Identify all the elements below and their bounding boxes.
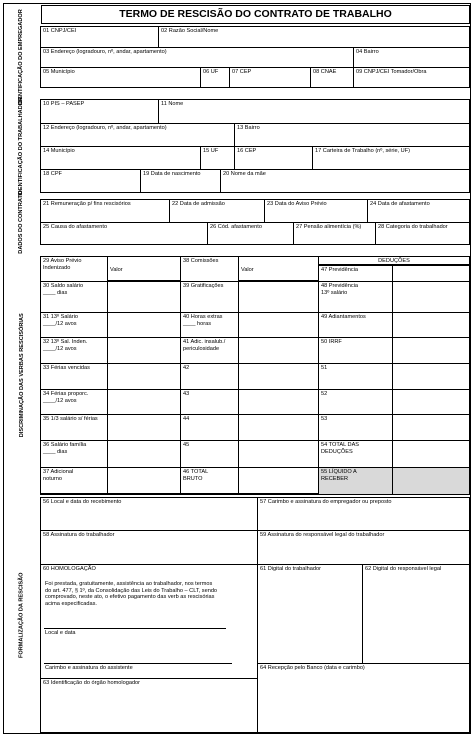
verba-label-col3-3: 50 IRRF [318, 337, 393, 364]
valor-label-2: Valor [238, 256, 319, 281]
field-63-orgao-homologador[interactable]: 63 Identificação do órgão homologador [40, 678, 258, 733]
field-10-pis[interactable]: 10 PIS – PASEP [40, 99, 159, 124]
verba-value-col1-1[interactable] [107, 281, 181, 313]
verba-label-col3-5: 52 [318, 389, 393, 415]
verba-value-col2-1[interactable] [238, 281, 319, 313]
field-23-data-aviso[interactable]: 23 Data do Aviso Prévio [264, 199, 368, 223]
verba-value-col3-3[interactable] [392, 337, 470, 364]
local-data-label: Local e data [45, 630, 76, 636]
verba-label-col2-0: 38 Comissões [180, 256, 239, 282]
verba-label-col1-4: 33 Férias vencidas [40, 363, 108, 390]
section-trabalhador-text: IDENTIFICAÇÃO DO TRABALHADOR [18, 96, 25, 196]
field-06-uf[interactable]: 06 UF [200, 67, 230, 88]
field-13-bairro[interactable]: 13 Bairro [234, 123, 470, 147]
verba-label-col2-2: 40 Horas extras ____ horas [180, 312, 239, 338]
deducoes-header: DEDUÇÕES [318, 256, 470, 265]
field-57-carimbo-empregador[interactable]: 57 Carimbo e assinatura do empregador ou preposto [257, 497, 470, 531]
field-26-cod-afastamento[interactable]: 26 Cód. afastamento [207, 222, 294, 245]
field-11-nome[interactable]: 11 Nome [158, 99, 470, 124]
section-label-trabalhador [4, 96, 39, 196]
valor-label-1: Valor [107, 256, 181, 281]
form-title: TERMO DE RESCISÃO DO CONTRATO DE TRABALHO [41, 5, 470, 24]
verba-value-col1-8[interactable] [107, 467, 181, 495]
field-24-data-afastamento[interactable]: 24 Data de afastamento [367, 199, 470, 223]
field-27-pensao[interactable]: 27 Pensão alimentícia (%) [293, 222, 376, 245]
verba-label-col3-6: 53 [318, 414, 393, 441]
homologacao-title: 60 HOMOLOGAÇÃO [43, 566, 96, 572]
field-04-bairro[interactable]: 04 Bairro [353, 47, 470, 68]
verba-label-col2-6: 44 [180, 414, 239, 441]
field-62-digital-responsavel[interactable]: 62 Digital do responsável legal [362, 564, 470, 664]
verba-value-col2-3[interactable] [238, 337, 319, 364]
field-15-uf[interactable]: 15 UF [200, 146, 235, 170]
field-12-endereco[interactable]: 12 Endereço (logradouro, nº, andar, apartamento) [40, 123, 235, 147]
verba-label-col2-8: 46 TOTAL BRUTO [180, 467, 239, 495]
verba-value-col3-1[interactable] [392, 281, 470, 313]
field-59-responsavel-legal[interactable]: 59 Assinatura do responsável legal do trabalhador [257, 530, 470, 565]
field-18-cpf[interactable]: 18 CPF [40, 169, 141, 193]
field-09-cnpj-tomador[interactable]: 09 CNPJ/CEI Tomador/Obra [353, 67, 470, 88]
verba-label-col3-4: 51 [318, 363, 393, 390]
field-03-endereco[interactable]: 03 Endereço (logradouro, nº, andar, apartamento) [40, 47, 354, 68]
field-19-data-nascimento[interactable]: 19 Data de nascimento [140, 169, 221, 193]
verba-value-col3-4[interactable] [392, 363, 470, 390]
verba-label-col1-3: 32 13º Sal. Inden. ____/12 avos [40, 337, 108, 364]
field-61-digital-trabalhador[interactable]: 61 Digital do trabalhador [257, 564, 363, 664]
section-label-formalizacao [4, 497, 39, 733]
verba-label-col1-8: 37 Adicional noturno [40, 467, 108, 495]
verba-label-col2-4: 42 [180, 363, 239, 390]
verba-label-col2-5: 43 [180, 389, 239, 415]
verba-label-col2-3: 41 Adic. insalub./ periculosidade [180, 337, 239, 364]
verba-value-col2-6[interactable] [238, 414, 319, 441]
field-01-cnpj[interactable]: 01 CNPJ/CEI [40, 26, 159, 48]
verba-label-col1-1: 30 Saldo salário ____ dias [40, 281, 108, 313]
section-formalizacao-text: FORMALIZAÇÃO DA RESCISÃO [18, 572, 25, 658]
field-16-cep[interactable]: 16 CEP [234, 146, 313, 170]
verba-value-col2-7[interactable] [238, 440, 319, 468]
verba-value-col1-3[interactable] [107, 337, 181, 364]
verba-value-col1-2[interactable] [107, 312, 181, 338]
verba-label-col3-1: 48 Previdência 13º salário [318, 281, 393, 313]
verba-label-col3-7: 54 TOTAL DAS DEDUÇÕES [318, 440, 393, 468]
verba-label-col3-0: 47 Previdência [318, 265, 393, 282]
verba-label-col1-6: 35 1/3 salário s/ férias [40, 414, 108, 441]
field-21-remuneracao[interactable]: 21 Remuneração p/ fins rescisórios [40, 199, 170, 223]
field-20-nome-mae[interactable]: 20 Nome da mãe [220, 169, 470, 193]
field-58-assinatura-trabalhador[interactable]: 58 Assinatura do trabalhador [40, 530, 258, 565]
verba-label-col3-8: 55 LÍQUIDO A RECEBER [318, 467, 393, 495]
verba-value-col2-4[interactable] [238, 363, 319, 390]
verba-label-col2-1: 39 Gratificações [180, 281, 239, 313]
section-label-empregador [4, 8, 39, 106]
section-empregador-text: IDENTIFICAÇÃO DO EMPREGADOR [18, 8, 25, 106]
field-07-cep[interactable]: 07 CEP [229, 67, 311, 88]
field-22-data-admissao[interactable]: 22 Data de admissão [169, 199, 265, 223]
verba-value-col3-8[interactable] [392, 467, 470, 495]
field-14-municipio[interactable]: 14 Município [40, 146, 201, 170]
verba-label-col2-7: 45 [180, 440, 239, 468]
verba-value-col1-6[interactable] [107, 414, 181, 441]
verba-value-col3-2[interactable] [392, 312, 470, 338]
verba-value-col1-4[interactable] [107, 363, 181, 390]
verba-value-col3-0[interactable] [392, 265, 470, 282]
verba-value-col1-7[interactable] [107, 440, 181, 468]
field-64-recepcao-banco[interactable]: 64 Recepção pelo Banco (data e carimbo) [257, 663, 470, 733]
verba-label-col1-0: 29 Aviso Prévio Indenizado [40, 256, 108, 282]
field-05-municipio[interactable]: 05 Município [40, 67, 201, 88]
field-56-local-data[interactable]: 56 Local e data do recebimento [40, 497, 258, 531]
verba-label-col1-2: 31 13º Salário ____/12 avos [40, 312, 108, 338]
verba-value-col3-5[interactable] [392, 389, 470, 415]
field-17-carteira[interactable]: 17 Carteira de Trabalho (nº, série, UF) [312, 146, 470, 170]
verba-value-col2-2[interactable] [238, 312, 319, 338]
verba-value-col2-8[interactable] [238, 467, 319, 495]
verba-value-col2-5[interactable] [238, 389, 319, 415]
verba-value-col3-6[interactable] [392, 414, 470, 441]
homologacao-text: Foi prestada, gratuitamente, assistência ao trabalhador, nos termos do art. 477, § 1º, da Consolidação das Leis do Trabalho – CLT, sendo comprovado, neste ato, o efetivo pagamento das verb as rescisórias acima especificadas. [45, 581, 218, 607]
carimbo-line [44, 663, 232, 664]
verba-value-col1-5[interactable] [107, 389, 181, 415]
local-data-line [44, 628, 226, 629]
verba-label-col1-5: 34 Férias proporc. ____/12 avos [40, 389, 108, 415]
carimbo-assistente-label: Carimbo e assinatura do assistente [45, 665, 133, 671]
verba-label-col3-2: 49 Adiantamentos [318, 312, 393, 338]
field-28-categoria[interactable]: 28 Categoria do trabalhador [375, 222, 470, 245]
section-verbas-text: DISCRIMINAÇÃO DAS VERBAS RESCISÓRIAS [18, 312, 25, 438]
field-25-causa[interactable]: 25 Causa do afastamento [40, 222, 208, 245]
verba-value-col3-7[interactable] [392, 440, 470, 468]
field-08-cnae[interactable]: 08 CNAE [310, 67, 354, 88]
section-label-contrato [4, 190, 39, 254]
verba-label-col1-7: 36 Salário família ____ dias [40, 440, 108, 468]
section-label-verbas [4, 256, 39, 494]
section-contrato-text: DADOS DO CONTRATO [18, 190, 25, 254]
field-02-razao-social[interactable]: 02 Razão Social/Nome [158, 26, 470, 48]
